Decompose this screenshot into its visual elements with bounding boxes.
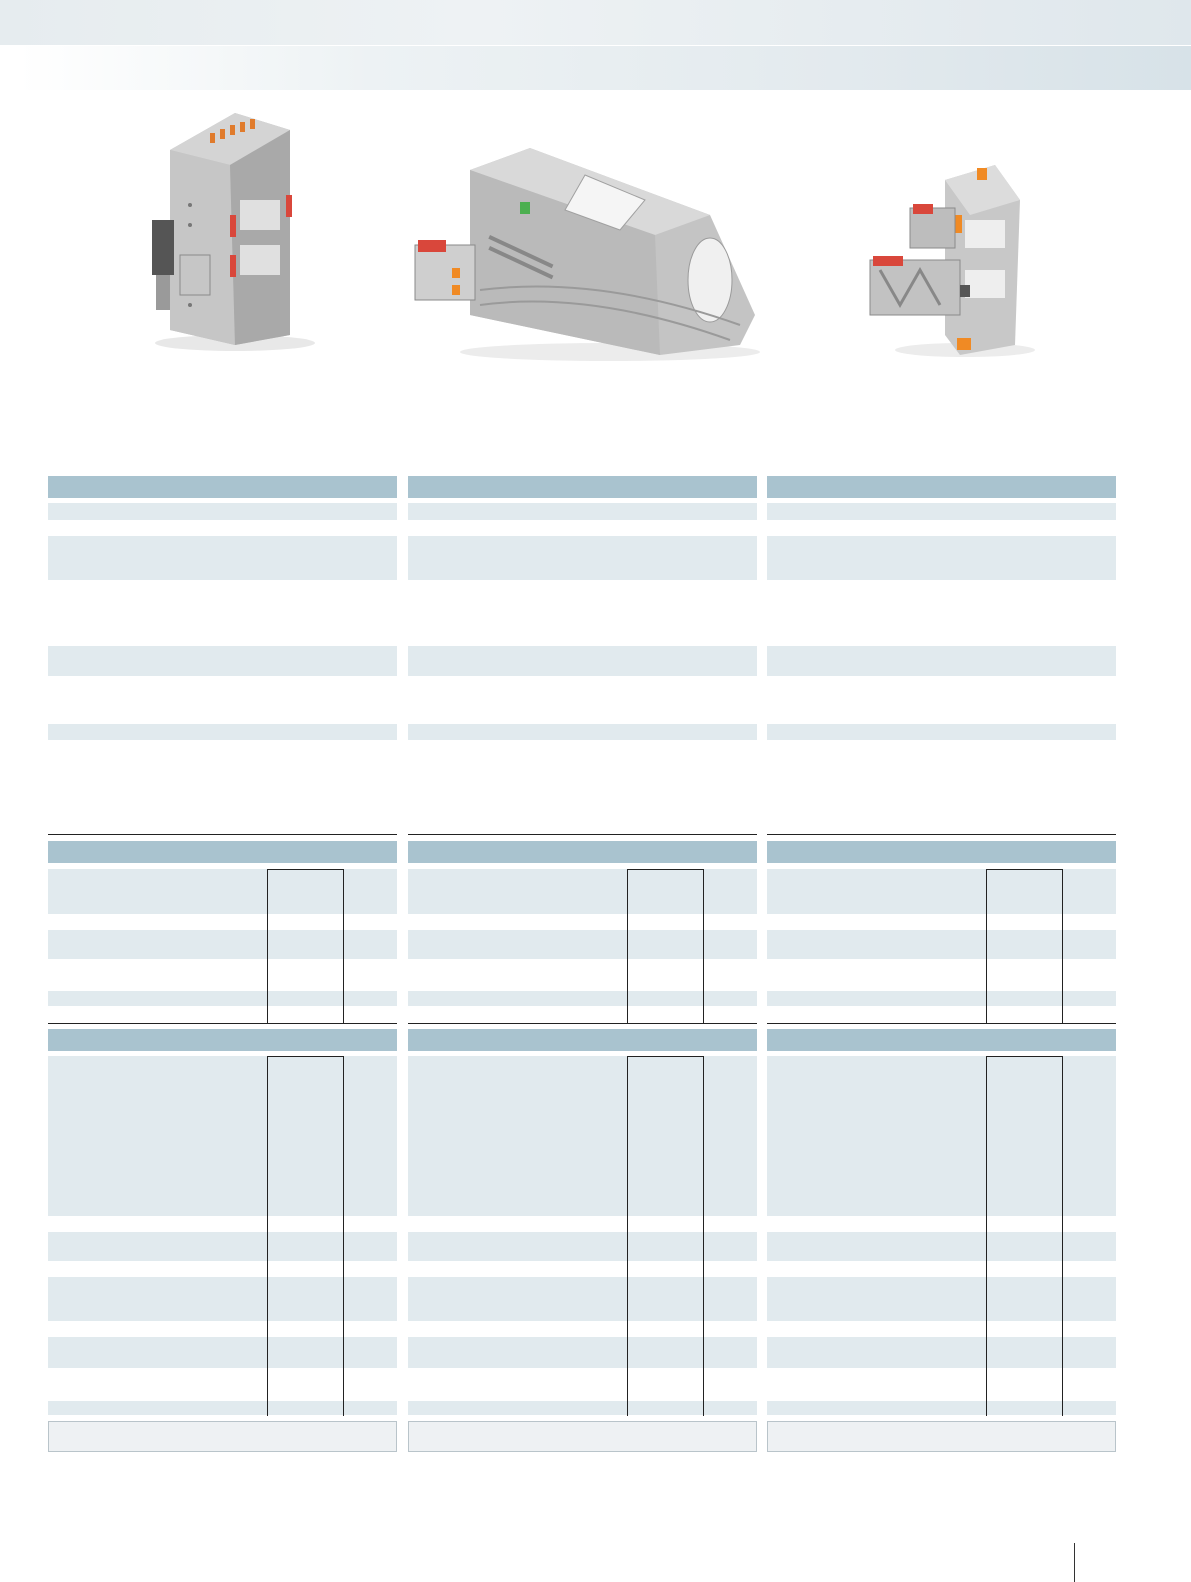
section-header-bar (408, 841, 757, 863)
table-divider (703, 1056, 704, 1416)
table-row (767, 991, 1116, 1006)
table-row (408, 930, 757, 959)
table-divider (627, 1056, 628, 1416)
data-row (408, 646, 757, 676)
section-header-bar (408, 1029, 757, 1051)
table-cell-top (627, 1056, 703, 1057)
table-row (48, 1232, 397, 1261)
table-row (48, 1337, 397, 1368)
table-row (408, 1337, 757, 1368)
table-row (767, 1277, 1116, 1321)
section-header-bar (767, 841, 1116, 863)
table-divider (343, 1056, 344, 1416)
data-row (767, 724, 1116, 740)
data-row (48, 646, 397, 676)
section-header-bar (48, 841, 397, 863)
table-divider (267, 1056, 268, 1416)
table-row (48, 930, 397, 959)
table-row (767, 1056, 1116, 1216)
table-row (48, 1401, 397, 1415)
data-row (767, 646, 1116, 676)
table-row (767, 869, 1116, 914)
product-image-2 (410, 140, 760, 365)
table-rule (408, 1023, 757, 1024)
data-row (408, 724, 757, 740)
header-bar (408, 476, 757, 498)
table-row (767, 1401, 1116, 1415)
table-row (48, 1056, 397, 1216)
table-row (48, 869, 397, 914)
data-row (767, 536, 1116, 580)
table-row (767, 1337, 1116, 1368)
footer-box (48, 1421, 397, 1452)
table-row (48, 991, 397, 1006)
header-band (0, 0, 1191, 45)
table-cell-top (986, 869, 1062, 870)
data-row (48, 536, 397, 580)
data-row (48, 503, 397, 520)
table-rule (767, 1023, 1116, 1024)
table-cell-top (627, 869, 703, 870)
table-row (408, 1277, 757, 1321)
table-row (767, 930, 1116, 959)
header-bar (48, 476, 397, 498)
section-rule (408, 834, 757, 835)
table-row (408, 1232, 757, 1261)
table-row (408, 991, 757, 1006)
table-rule (48, 1023, 397, 1024)
table-row (767, 1232, 1116, 1261)
data-row (48, 724, 397, 740)
table-divider (267, 869, 268, 1023)
section-header-bar (767, 1029, 1116, 1051)
sub-header-band (18, 46, 1191, 90)
section-rule (767, 834, 1116, 835)
table-divider (627, 869, 628, 1023)
table-row (408, 869, 757, 914)
table-divider (1062, 869, 1063, 1023)
table-divider (986, 1056, 987, 1416)
section-header-bar (48, 1029, 397, 1051)
data-row (408, 503, 757, 520)
header-bar (767, 476, 1116, 498)
product-image-1 (140, 105, 320, 355)
table-divider (343, 869, 344, 1023)
page-number-rule (1074, 1543, 1075, 1582)
table-cell-top (267, 1056, 343, 1057)
table-divider (703, 869, 704, 1023)
footer-box (767, 1421, 1116, 1452)
data-row (408, 536, 757, 580)
table-cell-top (267, 869, 343, 870)
table-row (408, 1056, 757, 1216)
table-row (408, 1401, 757, 1415)
footer-box (408, 1421, 757, 1452)
table-divider (986, 869, 987, 1023)
table-row (48, 1277, 397, 1321)
table-cell-top (986, 1056, 1062, 1057)
section-rule (48, 834, 397, 835)
data-row (767, 503, 1116, 520)
product-image-3 (865, 160, 1040, 360)
table-divider (1062, 1056, 1063, 1416)
